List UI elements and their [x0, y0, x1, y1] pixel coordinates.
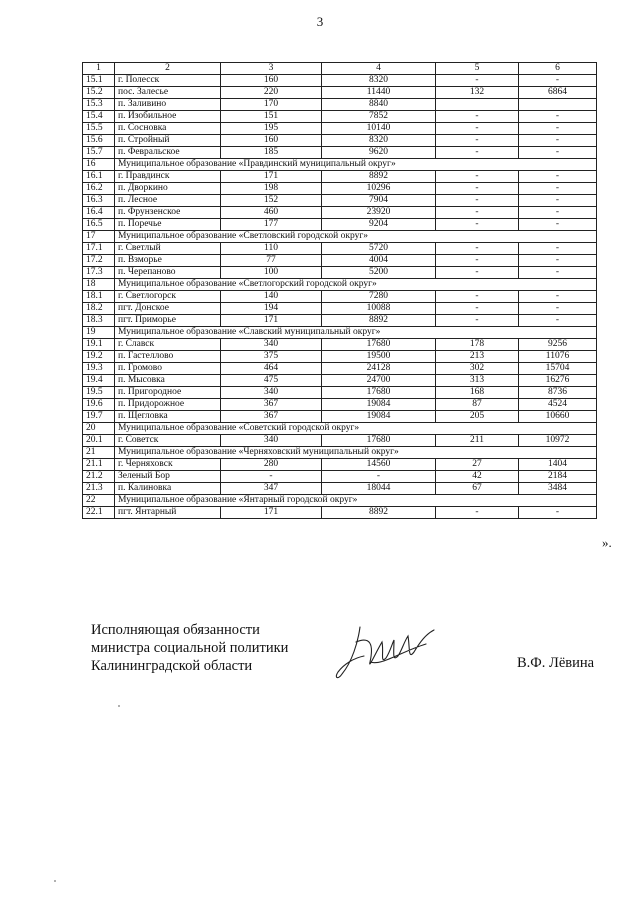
value-col-6: -: [519, 123, 597, 135]
section-number: 22: [83, 495, 115, 507]
value-col-6: -: [519, 219, 597, 231]
value-col-4: 9204: [322, 219, 436, 231]
locality-name: п. Взморье: [115, 255, 221, 267]
value-col-5: -: [436, 171, 519, 183]
value-col-3: 177: [221, 219, 322, 231]
value-col-3: 280: [221, 459, 322, 471]
locality-name: п. Щегловка: [115, 411, 221, 423]
section-title: Муниципальное образование «Черняховский муниципальный округ»: [115, 447, 597, 459]
locality-name: п. Поречье: [115, 219, 221, 231]
table-row: [83, 219, 597, 231]
value-col-6: -: [519, 303, 597, 315]
row-number: 22.1: [83, 507, 115, 519]
value-col-5: -: [436, 303, 519, 315]
value-col-6: 6864: [519, 87, 597, 99]
value-col-4: 7852: [322, 111, 436, 123]
value-col-3: 464: [221, 363, 322, 375]
row-number: 16.3: [83, 195, 115, 207]
value-col-4: 8320: [322, 75, 436, 87]
locality-name: п. Лесное: [115, 195, 221, 207]
locality-name: п. Изобильное: [115, 111, 221, 123]
signatory-title-line: министра социальной политики: [91, 640, 289, 656]
value-col-6: -: [519, 291, 597, 303]
value-col-4: 7280: [322, 291, 436, 303]
section-row: [83, 231, 597, 243]
row-number: 19.7: [83, 411, 115, 423]
value-col-6: -: [519, 111, 597, 123]
header-cell: 4: [322, 63, 436, 75]
table-row: [83, 387, 597, 399]
value-col-6: 2184: [519, 471, 597, 483]
scan-speck: [118, 705, 120, 707]
value-col-4: 10296: [322, 183, 436, 195]
locality-name: г. Славск: [115, 339, 221, 351]
value-col-3: 340: [221, 339, 322, 351]
value-col-3: 77: [221, 255, 322, 267]
value-col-5: 178: [436, 339, 519, 351]
locality-name: г. Светлый: [115, 243, 221, 255]
value-col-6: -: [519, 255, 597, 267]
value-col-5: -: [436, 243, 519, 255]
row-number: 21.1: [83, 459, 115, 471]
value-col-6: -: [519, 171, 597, 183]
locality-name: п. Дворкино: [115, 183, 221, 195]
value-col-4: 8892: [322, 315, 436, 327]
locality-name: г. Советск: [115, 435, 221, 447]
value-col-4: 24700: [322, 375, 436, 387]
value-col-4: 5200: [322, 267, 436, 279]
value-col-6: 10972: [519, 435, 597, 447]
value-col-5: -: [436, 255, 519, 267]
value-col-3: 375: [221, 351, 322, 363]
table-row: [83, 87, 597, 99]
row-number: 18.2: [83, 303, 115, 315]
data-table: [82, 62, 597, 519]
locality-name: Зеленый Бор: [115, 471, 221, 483]
value-col-6: 10660: [519, 411, 597, 423]
value-col-6: 3484: [519, 483, 597, 495]
value-col-4: 19084: [322, 411, 436, 423]
value-col-3: 171: [221, 507, 322, 519]
value-col-5: 132: [436, 87, 519, 99]
table-row: [83, 363, 597, 375]
value-col-6: -: [519, 315, 597, 327]
value-col-3: 347: [221, 483, 322, 495]
closing-quote: ».: [602, 535, 612, 550]
value-col-3: 340: [221, 435, 322, 447]
section-title: Муниципальное образование «Светлогорский городской округ»: [115, 279, 597, 291]
row-number: 16.4: [83, 207, 115, 219]
row-number: 17.2: [83, 255, 115, 267]
row-number: 15.6: [83, 135, 115, 147]
value-col-3: 185: [221, 147, 322, 159]
header-cell: 5: [436, 63, 519, 75]
value-col-5: [436, 99, 519, 111]
value-col-5: -: [436, 135, 519, 147]
row-number: 15.7: [83, 147, 115, 159]
value-col-3: 151: [221, 111, 322, 123]
value-col-5: 168: [436, 387, 519, 399]
header-cell: 6: [519, 63, 597, 75]
table-row: [83, 351, 597, 363]
value-col-6: -: [519, 243, 597, 255]
value-col-3: 194: [221, 303, 322, 315]
section-number: 17: [83, 231, 115, 243]
value-col-4: 8892: [322, 171, 436, 183]
value-col-6: -: [519, 207, 597, 219]
locality-name: п. Сосновка: [115, 123, 221, 135]
value-col-4: 17680: [322, 387, 436, 399]
value-col-3: 460: [221, 207, 322, 219]
signatory-title: [91, 621, 288, 675]
value-col-3: 220: [221, 87, 322, 99]
row-number: 19.6: [83, 399, 115, 411]
table-row: [83, 291, 597, 303]
value-col-5: -: [436, 207, 519, 219]
table-row: [83, 171, 597, 183]
value-col-3: 160: [221, 135, 322, 147]
value-col-6: 11076: [519, 351, 597, 363]
value-col-6: [519, 99, 597, 111]
value-col-3: 140: [221, 291, 322, 303]
locality-name: п. Февральское: [115, 147, 221, 159]
value-col-4: 9620: [322, 147, 436, 159]
value-col-3: 475: [221, 375, 322, 387]
value-col-4: 14560: [322, 459, 436, 471]
table-row: [83, 483, 597, 495]
table-row: [83, 195, 597, 207]
value-col-6: 8736: [519, 387, 597, 399]
value-col-3: 195: [221, 123, 322, 135]
section-row: [83, 495, 597, 507]
locality-name: п. Черепаново: [115, 267, 221, 279]
section-row: [83, 447, 597, 459]
value-col-5: 87: [436, 399, 519, 411]
value-col-4: 8320: [322, 135, 436, 147]
value-col-6: -: [519, 507, 597, 519]
row-number: 19.5: [83, 387, 115, 399]
locality-name: пгт. Донское: [115, 303, 221, 315]
row-number: 16.1: [83, 171, 115, 183]
section-row: [83, 279, 597, 291]
table-row: [83, 99, 597, 111]
table-row: [83, 267, 597, 279]
row-number: 15.5: [83, 123, 115, 135]
locality-name: п. Стройный: [115, 135, 221, 147]
value-col-3: 160: [221, 75, 322, 87]
value-col-4: 10088: [322, 303, 436, 315]
value-col-5: -: [436, 315, 519, 327]
table-row: [83, 399, 597, 411]
value-col-5: -: [436, 195, 519, 207]
value-col-4: 11440: [322, 87, 436, 99]
locality-name: пгт. Приморье: [115, 315, 221, 327]
table-row: [83, 435, 597, 447]
signatory-name: В.Ф. Лёвина: [517, 655, 595, 671]
value-col-5: -: [436, 219, 519, 231]
row-number: 15.3: [83, 99, 115, 111]
table-row: [83, 471, 597, 483]
section-number: 16: [83, 159, 115, 171]
value-col-4: 18044: [322, 483, 436, 495]
value-col-4: 8892: [322, 507, 436, 519]
section-row: [83, 159, 597, 171]
value-col-3: 171: [221, 171, 322, 183]
handwritten-signature: [330, 622, 450, 687]
signatory-title-line: Исполняющая обязанности: [91, 622, 260, 638]
value-col-5: -: [436, 147, 519, 159]
row-number: 15.2: [83, 87, 115, 99]
value-col-5: -: [436, 291, 519, 303]
row-number: 19.4: [83, 375, 115, 387]
value-col-5: 27: [436, 459, 519, 471]
table-row: [83, 315, 597, 327]
value-col-6: -: [519, 195, 597, 207]
value-col-5: 211: [436, 435, 519, 447]
locality-name: п. Придорожное: [115, 399, 221, 411]
value-col-6: 4524: [519, 399, 597, 411]
value-col-5: 302: [436, 363, 519, 375]
section-row: [83, 327, 597, 339]
section-row: [83, 423, 597, 435]
table-row: [83, 123, 597, 135]
value-col-3: 110: [221, 243, 322, 255]
table-row: [83, 75, 597, 87]
table-row: [83, 147, 597, 159]
value-col-4: 19084: [322, 399, 436, 411]
value-col-5: 67: [436, 483, 519, 495]
section-title: Муниципальное образование «Янтарный городской округ»: [115, 495, 597, 507]
signatory-title-line: Калининградской области: [91, 658, 253, 674]
table-row: [83, 507, 597, 519]
value-col-6: -: [519, 147, 597, 159]
locality-name: п. Заливино: [115, 99, 221, 111]
table-body: [83, 75, 597, 519]
value-col-4: 8840: [322, 99, 436, 111]
value-col-4: 23920: [322, 207, 436, 219]
row-number: 19.3: [83, 363, 115, 375]
locality-name: г. Черняховск: [115, 459, 221, 471]
table-row: [83, 459, 597, 471]
value-col-4: 4004: [322, 255, 436, 267]
locality-name: пгт. Янтарный: [115, 507, 221, 519]
row-number: 15.4: [83, 111, 115, 123]
table-row: [83, 375, 597, 387]
value-col-6: -: [519, 183, 597, 195]
locality-name: п. Пригородное: [115, 387, 221, 399]
table-row: [83, 243, 597, 255]
section-title: Муниципальное образование «Правдинский муниципальный округ»: [115, 159, 597, 171]
row-number: 15.1: [83, 75, 115, 87]
locality-name: п. Мысовка: [115, 375, 221, 387]
locality-name: п. Громово: [115, 363, 221, 375]
locality-name: п. Фрунзенское: [115, 207, 221, 219]
value-col-5: 205: [436, 411, 519, 423]
table-header-row: [83, 63, 597, 75]
table-row: [83, 339, 597, 351]
value-col-5: 42: [436, 471, 519, 483]
table-row: [83, 135, 597, 147]
value-col-6: -: [519, 135, 597, 147]
value-col-6: 1404: [519, 459, 597, 471]
value-col-4: 17680: [322, 339, 436, 351]
locality-name: п. Калиновка: [115, 483, 221, 495]
row-number: 21.3: [83, 483, 115, 495]
value-col-5: -: [436, 111, 519, 123]
value-col-3: 152: [221, 195, 322, 207]
value-col-4: 24128: [322, 363, 436, 375]
value-col-5: -: [436, 183, 519, 195]
header-cell: 2: [115, 63, 221, 75]
table-row: [83, 183, 597, 195]
value-col-4: 17680: [322, 435, 436, 447]
table-row: [83, 207, 597, 219]
section-title: Муниципальное образование «Светловский городской округ»: [115, 231, 597, 243]
row-number: 18.3: [83, 315, 115, 327]
section-number: 20: [83, 423, 115, 435]
value-col-6: 15704: [519, 363, 597, 375]
row-number: 19.1: [83, 339, 115, 351]
value-col-6: -: [519, 267, 597, 279]
value-col-3: 367: [221, 411, 322, 423]
value-col-4: 10140: [322, 123, 436, 135]
locality-name: г. Полесск: [115, 75, 221, 87]
page-number: 3: [316, 14, 324, 29]
value-col-6: 9256: [519, 339, 597, 351]
header-cell: 3: [221, 63, 322, 75]
section-number: 19: [83, 327, 115, 339]
table-row: [83, 255, 597, 267]
section-number: 21: [83, 447, 115, 459]
row-number: 20.1: [83, 435, 115, 447]
locality-name: п. Гастеллово: [115, 351, 221, 363]
scan-speck: [54, 880, 56, 882]
value-col-4: 7904: [322, 195, 436, 207]
value-col-3: 198: [221, 183, 322, 195]
section-number: 18: [83, 279, 115, 291]
row-number: 18.1: [83, 291, 115, 303]
table-row: [83, 411, 597, 423]
row-number: 16.2: [83, 183, 115, 195]
value-col-5: -: [436, 75, 519, 87]
table-row: [83, 111, 597, 123]
header-cell: 1: [83, 63, 115, 75]
value-col-3: 367: [221, 399, 322, 411]
value-col-5: -: [436, 507, 519, 519]
value-col-3: 170: [221, 99, 322, 111]
value-col-4: -: [322, 471, 436, 483]
value-col-3: -: [221, 471, 322, 483]
row-number: 17.1: [83, 243, 115, 255]
value-col-5: -: [436, 267, 519, 279]
locality-name: г. Светлогорск: [115, 291, 221, 303]
section-title: Муниципальное образование «Славский муниципальный округ»: [115, 327, 597, 339]
value-col-4: 5720: [322, 243, 436, 255]
section-title: Муниципальное образование «Советский городской округ»: [115, 423, 597, 435]
row-number: 19.2: [83, 351, 115, 363]
table-row: [83, 303, 597, 315]
row-number: 21.2: [83, 471, 115, 483]
value-col-5: 313: [436, 375, 519, 387]
value-col-4: 19500: [322, 351, 436, 363]
row-number: 17.3: [83, 267, 115, 279]
value-col-5: -: [436, 123, 519, 135]
value-col-5: 213: [436, 351, 519, 363]
locality-name: г. Правдинск: [115, 171, 221, 183]
value-col-6: -: [519, 75, 597, 87]
row-number: 16.5: [83, 219, 115, 231]
value-col-6: 16276: [519, 375, 597, 387]
value-col-3: 340: [221, 387, 322, 399]
value-col-3: 171: [221, 315, 322, 327]
locality-name: пос. Залесье: [115, 87, 221, 99]
value-col-3: 100: [221, 267, 322, 279]
